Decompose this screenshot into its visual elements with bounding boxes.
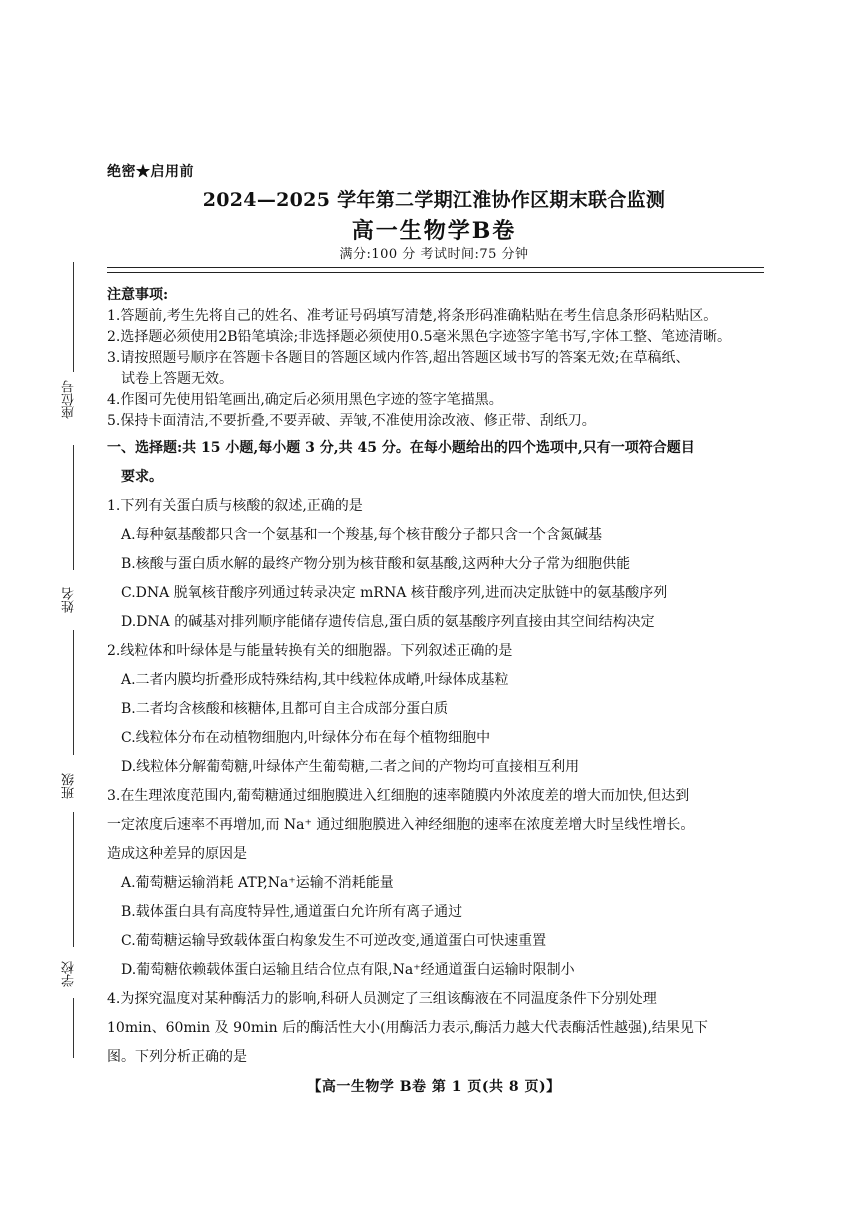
section-heading-cont: 要求。 xyxy=(121,469,163,485)
question-option: C.线粒体分布在动植物细胞内,叶绿体分布在每个植物细胞中 xyxy=(121,730,491,746)
binding-line-top xyxy=(73,262,74,372)
name-label: 姓名 xyxy=(62,587,77,613)
notes-item: 3.请按照题号顺序在答题卡各题目的答题区域内作答,超出答题区域书写的答案无效;在草稿纸、 xyxy=(107,350,690,366)
question-option: C.葡萄糖运输导致载体蛋白构象发生不可逆改变,通道蛋白可快速重置 xyxy=(121,933,547,949)
exam-content xyxy=(107,285,767,1072)
section-heading: 一、选择题:共 15 小题,每小题 3 分,共 45 分。在每小题给出的四个选项中,只有一项符合题目 xyxy=(107,440,695,456)
question-option: D.线粒体分解葡萄糖,叶绿体产生葡萄糖,二者之间的产物均可直接相互利用 xyxy=(121,759,580,775)
binding-line-bottom xyxy=(73,998,74,1058)
question-option: D.DNA 的碱基对排列顺序能储存遗传信息,蛋白质的氨基酸序列直接由其空间结构决定 xyxy=(121,614,655,630)
exam-meta: 满分:100 分 考试时间:75 分钟 xyxy=(339,247,529,262)
exam-title: 2024—2025 学年第二学期江淮协作区期末联合监测 xyxy=(202,189,666,211)
header-rule-thin xyxy=(107,272,764,273)
notes-item: 2.选择题必须使用2B铅笔填涂;非选择题必须使用0.5毫米黑色字迹签字笔书写,字体工整、笔迹清晰。 xyxy=(107,329,731,345)
question-stem: 一定浓度后速率不再增加,而 Na⁺ 通过细胞膜进入神经细胞的速率在浓度差增大时呈线性增长。 xyxy=(107,817,695,833)
question-stem: 4.为探究温度对某种酶活力的影响,科研人员测定了三组该酶液在不同温度条件下分别处理 xyxy=(107,991,657,1007)
question-option: B.二者均含核酸和核糖体,且都可自主合成部分蛋白质 xyxy=(121,701,449,717)
question-option: A.二者内膜均折叠形成特殊结构,其中线粒体成嵴,叶绿体成基粒 xyxy=(121,672,509,688)
question-stem: 3.在生理浓度范围内,葡萄糖通过细胞膜进入红细胞的速率随膜内外浓度差的增大而加快,但达到 xyxy=(107,788,690,804)
question-option: D.葡萄糖依赖载体蛋白运输且结合位点有限,Na⁺经通道蛋白运输时限制小 xyxy=(121,962,575,978)
question-option: A.葡萄糖运输消耗 ATP,Na⁺运输不消耗能量 xyxy=(121,875,394,891)
notes-item: 试卷上答题无效。 xyxy=(121,371,233,387)
question-option: B.核酸与蛋白质水解的最终产物分别为核苷酸和氨基酸,这两种大分子常为细胞供能 xyxy=(121,556,631,572)
question-option: C.DNA 脱氧核苷酸序列通过转录决定 mRNA 核苷酸序列,进而决定肽链中的氨基酸序列 xyxy=(121,585,668,601)
notes-heading: 注意事项: xyxy=(107,287,169,303)
notes-item: 5.保持卡面清洁,不要折叠,不要弄破、弄皱,不准使用涂改液、修正带、刮纸刀。 xyxy=(107,413,596,429)
school-label: 学校 xyxy=(62,961,77,987)
question-stem: 图。下列分析正确的是 xyxy=(107,1049,247,1065)
class-label: 班级 xyxy=(62,773,77,799)
question-stem: 1.下列有关蛋白质与核酸的叙述,正确的是 xyxy=(107,498,363,514)
question-option: A.每种氨基酸都只含一个氨基和一个羧基,每个核苷酸分子都只含一个含氮碱基 xyxy=(121,527,603,543)
page-footer: 【高一生物学 B卷 第 1 页(共 8 页)】 xyxy=(307,1079,561,1095)
exam-subtitle: 高一生物学B卷 xyxy=(351,218,517,244)
question-stem: 10min、60min 及 90min 后的酶活性大小(用酶活力表示,酶活力越大代表酶活性越强),结果见下 xyxy=(107,1020,708,1036)
question-stem: 2.线粒体和叶绿体是与能量转换有关的细胞器。下列叙述正确的是 xyxy=(107,643,513,659)
confidential-mark: 绝密★启用前 xyxy=(107,164,194,180)
question-stem: 造成这种差异的原因是 xyxy=(107,846,247,862)
seat-number-label: 座位号 xyxy=(62,380,77,420)
binding-line-name-class xyxy=(73,630,74,755)
question-option: B.载体蛋白具有高度特异性,通道蛋白允许所有离子通过 xyxy=(121,904,463,920)
header-rule-thick xyxy=(107,267,764,268)
notes-item: 1.答题前,考生先将自己的姓名、准考证号码填写清楚,将条形码准确粘贴在考生信息条形码粘贴区。 xyxy=(107,308,718,324)
binding-line-seat-name xyxy=(73,445,74,570)
notes-item: 4.作图可先使用铅笔画出,确定后必须用黑色字迹的签字笔描黑。 xyxy=(107,392,503,408)
binding-line-class-school xyxy=(73,812,74,947)
